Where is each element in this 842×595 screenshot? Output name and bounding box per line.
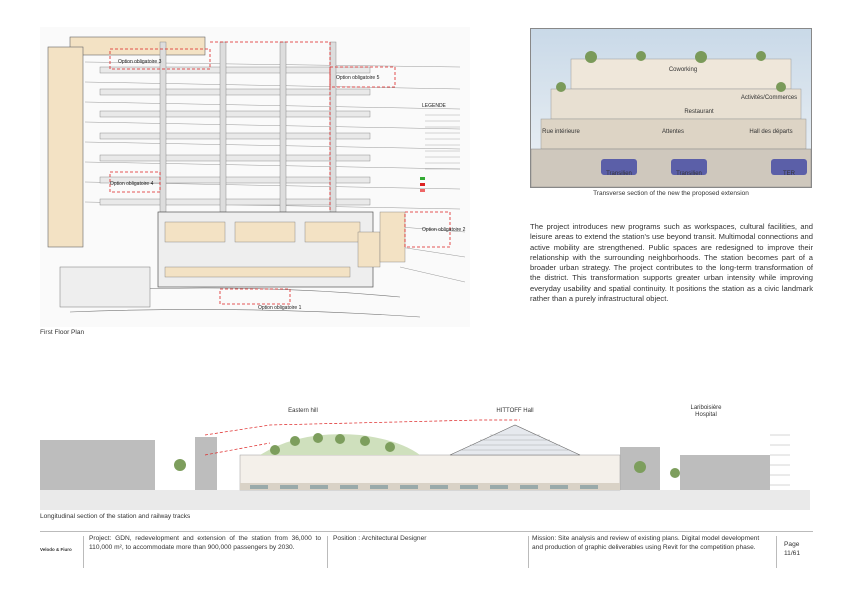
- plan-label-5: Option obligatoire 1: [258, 305, 302, 311]
- section-label-rue: Rue intérieure: [542, 129, 580, 135]
- section-caption: Transverse section of the new the proposed extension: [593, 190, 749, 197]
- footer-sep-1: [83, 536, 84, 568]
- longsec-label-hittoff: HITTOFF Hall: [496, 408, 534, 414]
- section-render: [530, 28, 812, 188]
- plan-label-3: Option obligatoire 4: [110, 181, 154, 187]
- section-label-restaurant: Restaurant: [684, 109, 714, 115]
- section-label-ter: TER: [783, 171, 795, 177]
- plan-label-1: Option obligatoire 3: [118, 59, 162, 65]
- footer-sep-2: [327, 536, 328, 568]
- longitudinal-section: [40, 395, 810, 510]
- section-label-activites: Activités/Commerces: [740, 95, 798, 101]
- footer-sep-3: [528, 536, 529, 568]
- section-label-transilien-2: Transilien: [676, 171, 702, 177]
- section-label-attentes: Attentes: [661, 129, 685, 135]
- footer-logo: Velodo & Fiuro: [40, 547, 72, 552]
- plan-label-2: Option obligatoire 5: [336, 75, 380, 81]
- section-render-drawing: [531, 29, 811, 187]
- footer-position: Position : Architectural Designer: [333, 535, 427, 542]
- plan-legend-title: LEGENDE: [422, 103, 446, 109]
- longsec-label-eastern-hill: Eastern hill: [288, 408, 318, 414]
- footer-project: Project: GDN, redevelopment and extension of the station from 36,000 to 110,000 m², to accommodate more than 900,000 passengers by 2030.: [89, 535, 321, 551]
- footer-page-label: Page: [784, 541, 800, 548]
- floor-plan: [40, 27, 470, 327]
- footer-page: [784, 541, 812, 558]
- footer-page-number: 11/61: [784, 549, 801, 557]
- longitudinal-section-drawing: [40, 395, 810, 510]
- longsec-caption: Longitudinal section of the station and railway tracks: [40, 513, 191, 520]
- section-label-coworking: Coworking: [668, 67, 698, 73]
- project-description: The project introduces new programs such as workspaces, cultural facilities, and leisure areas to extend the station's use beyond transit. Multimodal connections and active mobility are strengthened. Public spaces are redesigned to improve their relationship with the surrounding neighborhoods. The station becomes part of a broader urban strategy. The project contributes to the long-term transformation of the district. This transformation supports greater urban intensity while improving everyday usability and spatial continuity. It positions the station as a civic landmark rather than a purely infrastructural object.: [530, 222, 813, 304]
- floor-plan-drawing: [40, 27, 470, 327]
- footer-sep-4: [776, 536, 777, 568]
- plan-caption: First Floor Plan: [40, 329, 85, 336]
- plan-label-4: Option obligatoire 2: [422, 227, 466, 233]
- footer-divider: [40, 531, 813, 532]
- footer-mission: Mission: Site analysis and review of existing plans. Digital model development and production of graphic deliverables using Revit for the competition phase.: [532, 535, 760, 551]
- section-label-hall: Hall des départs: [749, 129, 793, 135]
- section-label-transilien-1: Transilien: [606, 171, 632, 177]
- longsec-label-hospital: Lariboisière Hospital: [690, 405, 722, 418]
